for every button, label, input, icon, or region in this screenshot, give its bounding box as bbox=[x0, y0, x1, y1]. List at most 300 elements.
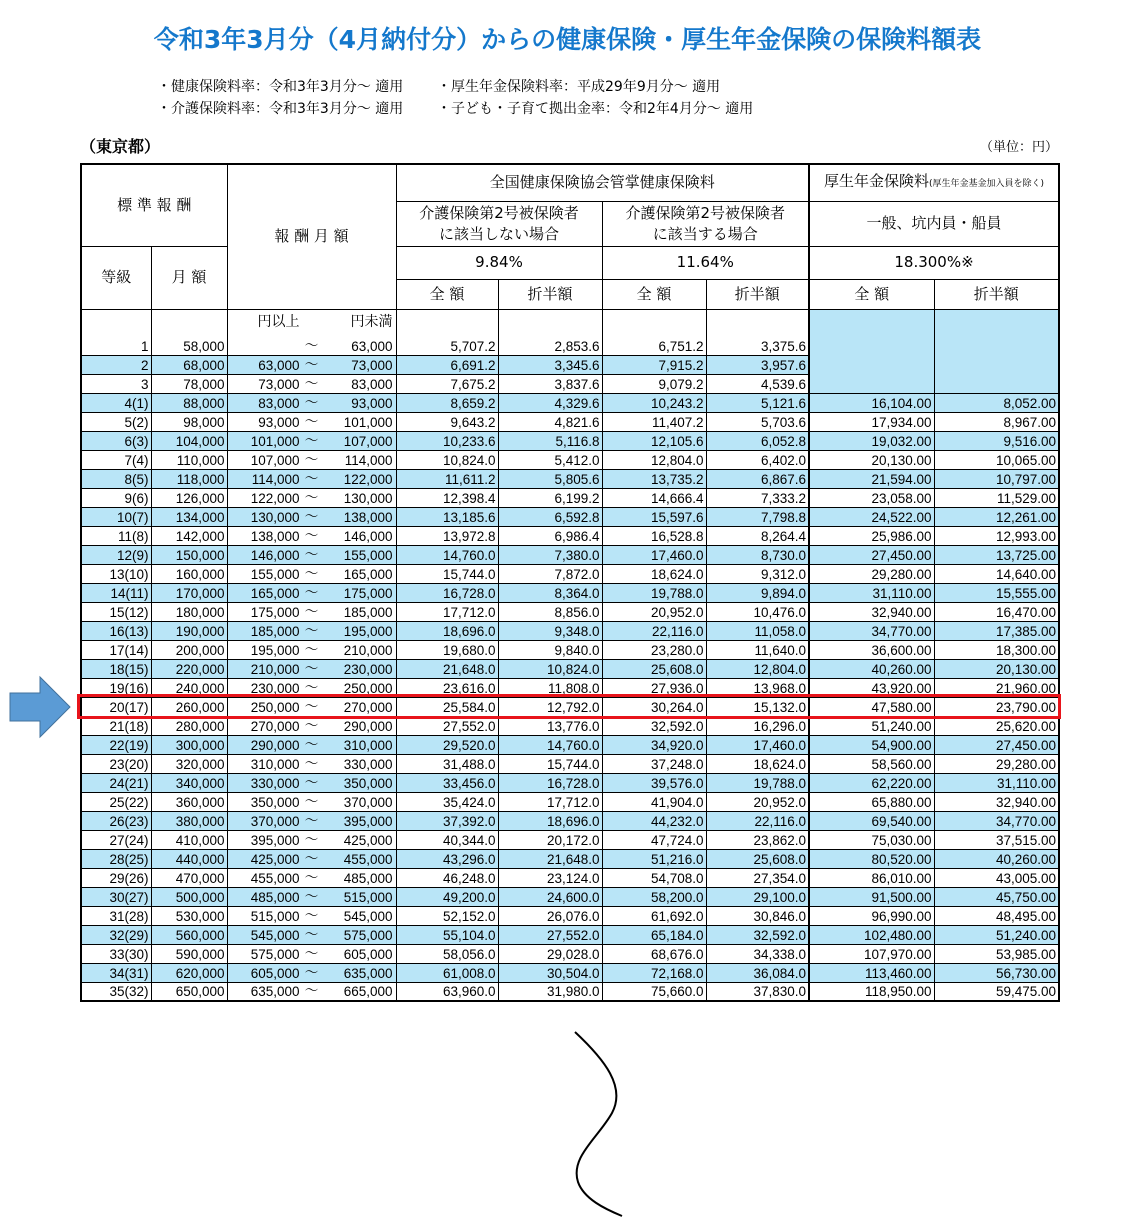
note-pension-rate: ・厚生年金保険料率：平成29年9月分～ 適用 bbox=[437, 79, 721, 95]
pension-half-cell: 37,515.00 bbox=[934, 830, 1059, 849]
health-half-cell: 4,821.6 bbox=[498, 412, 602, 431]
monthly-amount-cell: 150,000 bbox=[151, 545, 227, 564]
range-from-value bbox=[228, 338, 300, 355]
health-full-cell: 9,643.2 bbox=[396, 412, 498, 431]
range-from-value: 545,000 bbox=[250, 927, 300, 943]
not-care-insured-header bbox=[396, 201, 602, 246]
pension-full-cell: 29,280.00 bbox=[809, 564, 934, 583]
table-row bbox=[81, 773, 1059, 792]
monthly-amount-cell: 380,000 bbox=[151, 811, 227, 830]
care-line-2: に該当する場合 bbox=[652, 224, 758, 243]
tilde-icon: ～ bbox=[304, 622, 319, 639]
range-from-value: 395,000 bbox=[250, 832, 300, 848]
range-from-value: 107,000 bbox=[250, 452, 300, 468]
monthly-amount-cell: 500,000 bbox=[151, 887, 227, 906]
health-full-cell: 61,008.0 bbox=[396, 963, 498, 982]
not-care-line-1: 介護保険第2号被保険者 bbox=[419, 203, 579, 222]
grade-cell: 11(8) bbox=[81, 526, 151, 545]
remuneration-range-cell bbox=[227, 868, 396, 887]
range-from-value: 350,000 bbox=[250, 794, 300, 810]
grade-cell: 21(18) bbox=[81, 716, 151, 735]
pension-full-cell: 36,600.00 bbox=[809, 640, 934, 659]
table-header bbox=[81, 164, 1059, 309]
pension-full-cell: 107,970.00 bbox=[809, 944, 934, 963]
range-line bbox=[228, 376, 396, 393]
care-half-cell: 25,608.0 bbox=[706, 849, 809, 868]
range-line bbox=[228, 775, 396, 792]
remuneration-range-cell bbox=[227, 735, 396, 754]
range-to-value: 370,000 bbox=[343, 794, 393, 810]
care-full-cell: 47,724.0 bbox=[602, 830, 706, 849]
monthly-amount-cell: 118,000 bbox=[151, 469, 227, 488]
grade-cell: 22(19) bbox=[81, 735, 151, 754]
pension-header-note: (厚生年金基金加入員を除く) bbox=[929, 178, 1045, 189]
range-line bbox=[228, 718, 396, 735]
note-care-rate: ・介護保険料率：令和3年3月分～ 適用 bbox=[157, 101, 404, 117]
pension-header-label: 厚生年金保険料 bbox=[824, 171, 930, 190]
care-half-cell: 4,539.6 bbox=[706, 374, 809, 393]
table-row bbox=[81, 811, 1059, 830]
tilde-icon: ～ bbox=[304, 584, 319, 601]
health-full-cell: 37,392.0 bbox=[396, 811, 498, 830]
region-label: （東京都） bbox=[80, 137, 161, 156]
care-half-cell: 11,640.0 bbox=[706, 640, 809, 659]
range-to-value: 250,000 bbox=[343, 680, 393, 696]
care-half-cell: 5,703.6 bbox=[706, 412, 809, 431]
care-half-cell: 11,058.0 bbox=[706, 621, 809, 640]
pension-half-cell: 40,260.00 bbox=[934, 849, 1059, 868]
care-half-cell: 23,862.0 bbox=[706, 830, 809, 849]
range-line bbox=[228, 908, 396, 925]
care-full-cell: 13,735.2 bbox=[602, 469, 706, 488]
care-half-cell: 18,624.0 bbox=[706, 754, 809, 773]
monthly-amount-cell: 68,000 bbox=[151, 355, 227, 374]
monthly-amount-cell: 170,000 bbox=[151, 583, 227, 602]
range-line bbox=[228, 756, 396, 773]
pension-full-cell: 51,240.00 bbox=[809, 716, 934, 735]
pension-half-cell: 17,385.00 bbox=[934, 621, 1059, 640]
monthly-amount-cell: 126,000 bbox=[151, 488, 227, 507]
remuneration-range-cell bbox=[227, 545, 396, 564]
care-full-cell: 17,460.0 bbox=[602, 545, 706, 564]
pension-half-cell: 34,770.00 bbox=[934, 811, 1059, 830]
pension-half-cell: 43,005.00 bbox=[934, 868, 1059, 887]
rate-pension: 18.300%※ bbox=[809, 246, 1059, 279]
monthly-amount-cell: 260,000 bbox=[151, 697, 227, 716]
health-full-cell: 63,960.0 bbox=[396, 982, 498, 1001]
table-row bbox=[81, 621, 1059, 640]
care-half-cell: 22,116.0 bbox=[706, 811, 809, 830]
range-to-value: 330,000 bbox=[343, 756, 393, 772]
grade-cell: 18(15) bbox=[81, 659, 151, 678]
health-full-cell: 7,675.2 bbox=[396, 374, 498, 393]
monthly-amount-cell: 220,000 bbox=[151, 659, 227, 678]
care-half-cell: 10,476.0 bbox=[706, 602, 809, 621]
health-half-cell: 29,028.0 bbox=[498, 944, 602, 963]
tilde-icon: ～ bbox=[304, 356, 319, 373]
pension-full-cell: 91,500.00 bbox=[809, 887, 934, 906]
remuneration-range-cell bbox=[227, 906, 396, 925]
grade-cell: 26(23) bbox=[81, 811, 151, 830]
health-full-cell: 12,398.4 bbox=[396, 488, 498, 507]
health-full-cell: 35,424.0 bbox=[396, 792, 498, 811]
monthly-amount-cell: 240,000 bbox=[151, 678, 227, 697]
health-half-cell: 15,744.0 bbox=[498, 754, 602, 773]
remuneration-range-cell bbox=[227, 944, 396, 963]
tilde-icon: ～ bbox=[304, 717, 319, 734]
remuneration-range-cell bbox=[227, 754, 396, 773]
care-half-cell: 7,333.2 bbox=[706, 488, 809, 507]
monthly-amount-cell: 300,000 bbox=[151, 735, 227, 754]
monthly-amount-cell: 320,000 bbox=[151, 754, 227, 773]
care-full-cell: 12,105.6 bbox=[602, 431, 706, 450]
range-to-value: 93,000 bbox=[351, 395, 393, 411]
range-to-value: 63,000 bbox=[351, 338, 393, 354]
pension-full-cell: 75,030.00 bbox=[809, 830, 934, 849]
pension-full-cell: 54,900.00 bbox=[809, 735, 934, 754]
tilde-icon: ～ bbox=[304, 603, 319, 620]
pension-half-cell: 11,529.00 bbox=[934, 488, 1059, 507]
tilde-icon: ～ bbox=[304, 470, 319, 487]
table-row bbox=[81, 792, 1059, 811]
health-half-cell: 16,728.0 bbox=[498, 773, 602, 792]
health-full-cell: 40,344.0 bbox=[396, 830, 498, 849]
remuneration-range-cell bbox=[227, 526, 396, 545]
table-row bbox=[81, 469, 1059, 488]
care-half-cell: 37,830.0 bbox=[706, 982, 809, 1001]
omission-wave-icon bbox=[560, 1025, 640, 1225]
monthly-amount-cell: 134,000 bbox=[151, 507, 227, 526]
care-full-cell: 75,660.0 bbox=[602, 982, 706, 1001]
care-full-header: 全 額 bbox=[602, 279, 706, 309]
range-line bbox=[228, 983, 396, 1000]
care-half-cell: 32,592.0 bbox=[706, 925, 809, 944]
range-line bbox=[228, 832, 396, 849]
remuneration-range-cell bbox=[227, 982, 396, 1001]
health-half-cell: 23,124.0 bbox=[498, 868, 602, 887]
range-to-value: 195,000 bbox=[343, 623, 393, 639]
range-from-value: 330,000 bbox=[250, 775, 300, 791]
care-full-cell: 9,079.2 bbox=[602, 374, 706, 393]
range-line bbox=[228, 357, 396, 374]
care-half-cell: 6,052.8 bbox=[706, 431, 809, 450]
range-from-value: 146,000 bbox=[250, 547, 300, 563]
health-half-cell: 3,837.6 bbox=[498, 374, 602, 393]
grade-cell: 1 bbox=[81, 309, 151, 355]
range-to-value: 605,000 bbox=[343, 946, 393, 962]
pension-half-cell: 20,130.00 bbox=[934, 659, 1059, 678]
tilde-icon: ～ bbox=[304, 451, 319, 468]
tilde-icon: ～ bbox=[304, 394, 319, 411]
care-full-cell: 11,407.2 bbox=[602, 412, 706, 431]
range-to-value: 425,000 bbox=[343, 832, 393, 848]
health-half-cell: 20,172.0 bbox=[498, 830, 602, 849]
care-full-cell: 22,116.0 bbox=[602, 621, 706, 640]
care-half-cell: 3,375.6 bbox=[706, 309, 809, 355]
health-half-cell: 14,760.0 bbox=[498, 735, 602, 754]
pension-half-cell: 8,967.00 bbox=[934, 412, 1059, 431]
health-half-cell: 5,805.6 bbox=[498, 469, 602, 488]
remuneration-range-cell bbox=[227, 412, 396, 431]
tilde-icon: ～ bbox=[304, 964, 319, 981]
care-full-cell: 44,232.0 bbox=[602, 811, 706, 830]
care-full-cell: 37,248.0 bbox=[602, 754, 706, 773]
pension-half-cell: 32,940.00 bbox=[934, 792, 1059, 811]
remuneration-range-cell bbox=[227, 963, 396, 982]
highlight-box bbox=[77, 694, 1061, 719]
range-from-value: 455,000 bbox=[250, 870, 300, 886]
health-half-cell: 7,380.0 bbox=[498, 545, 602, 564]
rate-care: 11.64% bbox=[602, 246, 809, 279]
premium-table bbox=[80, 163, 1060, 1002]
tilde-icon: ～ bbox=[304, 907, 319, 924]
monthly-amount-cell: 190,000 bbox=[151, 621, 227, 640]
health-full-cell: 19,680.0 bbox=[396, 640, 498, 659]
pension-full-cell: 65,880.00 bbox=[809, 792, 934, 811]
table-row bbox=[81, 754, 1059, 773]
grade-cell: 16(13) bbox=[81, 621, 151, 640]
range-line bbox=[228, 528, 396, 545]
range-from-value: 310,000 bbox=[250, 756, 300, 772]
range-from-value: 114,000 bbox=[251, 471, 300, 487]
tilde-icon: ～ bbox=[304, 983, 319, 999]
pension-full-empty-cell bbox=[809, 309, 934, 393]
range-from-value: 605,000 bbox=[250, 965, 300, 981]
pension-full-cell: 86,010.00 bbox=[809, 868, 934, 887]
table-row bbox=[81, 507, 1059, 526]
grade-header: 等級 bbox=[81, 246, 151, 309]
care-full-cell: 16,528.8 bbox=[602, 526, 706, 545]
pension-half-cell: 59,475.00 bbox=[934, 982, 1059, 1001]
table-row bbox=[81, 526, 1059, 545]
health-half-cell: 6,592.8 bbox=[498, 507, 602, 526]
pension-full-cell: 58,560.00 bbox=[809, 754, 934, 773]
range-to-value: 350,000 bbox=[343, 775, 393, 791]
care-half-cell: 16,296.0 bbox=[706, 716, 809, 735]
grade-cell: 24(21) bbox=[81, 773, 151, 792]
monthly-amount-cell: 440,000 bbox=[151, 849, 227, 868]
care-half-cell: 9,312.0 bbox=[706, 564, 809, 583]
range-to-value: 130,000 bbox=[343, 490, 393, 506]
range-to-value: 73,000 bbox=[351, 357, 393, 373]
grade-cell: 5(2) bbox=[81, 412, 151, 431]
care-half-cell: 3,957.6 bbox=[706, 355, 809, 374]
care-full-cell: 14,666.4 bbox=[602, 488, 706, 507]
grade-cell: 32(29) bbox=[81, 925, 151, 944]
care-half-cell: 36,084.0 bbox=[706, 963, 809, 982]
remuneration-range-cell bbox=[227, 564, 396, 583]
pension-full-cell: 62,220.00 bbox=[809, 773, 934, 792]
care-full-cell: 25,608.0 bbox=[602, 659, 706, 678]
pension-full-cell: 32,940.00 bbox=[809, 602, 934, 621]
pension-half-cell: 56,730.00 bbox=[934, 963, 1059, 982]
pension-half-cell: 31,110.00 bbox=[934, 773, 1059, 792]
health-full-cell: 16,728.0 bbox=[396, 583, 498, 602]
health-half-cell: 27,552.0 bbox=[498, 925, 602, 944]
tilde-icon: ～ bbox=[304, 831, 319, 848]
grade-cell: 4(1) bbox=[81, 393, 151, 412]
range-line bbox=[228, 946, 396, 963]
range-from-value: 175,000 bbox=[250, 604, 300, 620]
table-row bbox=[81, 925, 1059, 944]
health-full-cell: 18,696.0 bbox=[396, 621, 498, 640]
pension-half-cell: 21,960.00 bbox=[934, 678, 1059, 697]
tilde-icon: ～ bbox=[304, 698, 319, 715]
range-line bbox=[228, 642, 396, 659]
health-full-cell: 8,659.2 bbox=[396, 393, 498, 412]
care-full-cell: 19,788.0 bbox=[602, 583, 706, 602]
pension-full-cell: 102,480.00 bbox=[809, 925, 934, 944]
range-line bbox=[228, 452, 396, 469]
grade-cell: 7(4) bbox=[81, 450, 151, 469]
monthly-amount-cell: 98,000 bbox=[151, 412, 227, 431]
range-line bbox=[228, 395, 396, 412]
pension-full-cell: 43,920.00 bbox=[809, 678, 934, 697]
monthly-amount-cell: 590,000 bbox=[151, 944, 227, 963]
pension-half-cell: 23,790.00 bbox=[934, 697, 1059, 716]
pension-half-cell: 14,640.00 bbox=[934, 564, 1059, 583]
care-full-cell: 32,592.0 bbox=[602, 716, 706, 735]
monthly-amount-cell: 340,000 bbox=[151, 773, 227, 792]
grade-cell: 29(26) bbox=[81, 868, 151, 887]
health-full-cell: 49,200.0 bbox=[396, 887, 498, 906]
monthly-amount-cell: 160,000 bbox=[151, 564, 227, 583]
care-half-cell: 20,952.0 bbox=[706, 792, 809, 811]
health-full-cell: 27,552.0 bbox=[396, 716, 498, 735]
health-full-cell: 31,488.0 bbox=[396, 754, 498, 773]
pension-half-cell: 48,495.00 bbox=[934, 906, 1059, 925]
health-half-cell: 8,856.0 bbox=[498, 602, 602, 621]
pension-half-cell: 9,516.00 bbox=[934, 431, 1059, 450]
care-half-cell: 7,798.8 bbox=[706, 507, 809, 526]
range-to-value: 515,000 bbox=[343, 889, 393, 905]
range-to-value: 310,000 bbox=[343, 737, 393, 753]
range-to-value: 485,000 bbox=[343, 870, 393, 886]
grade-cell: 3 bbox=[81, 374, 151, 393]
table-row bbox=[81, 849, 1059, 868]
care-full-cell: 65,184.0 bbox=[602, 925, 706, 944]
health-half-cell: 8,364.0 bbox=[498, 583, 602, 602]
pension-half-empty-cell bbox=[934, 309, 1059, 393]
health-half-cell: 11,808.0 bbox=[498, 678, 602, 697]
health-half-cell: 4,329.6 bbox=[498, 393, 602, 412]
table-row bbox=[81, 659, 1059, 678]
remuneration-range-cell bbox=[227, 431, 396, 450]
care-half-cell: 6,867.6 bbox=[706, 469, 809, 488]
not-care-line-2: に該当しない場合 bbox=[438, 224, 559, 243]
range-line bbox=[228, 490, 396, 507]
care-half-cell: 17,460.0 bbox=[706, 735, 809, 754]
range-unit-labels bbox=[228, 313, 396, 331]
range-from-value: 575,000 bbox=[250, 946, 300, 962]
table-row bbox=[81, 602, 1059, 621]
range-from-value: 210,000 bbox=[250, 661, 300, 677]
grade-cell: 31(28) bbox=[81, 906, 151, 925]
monthly-amount-cell: 110,000 bbox=[151, 450, 227, 469]
range-to-label: 円未満 bbox=[350, 313, 393, 330]
range-line bbox=[228, 965, 396, 982]
range-from-value: 425,000 bbox=[250, 851, 300, 867]
range-line bbox=[228, 661, 396, 678]
range-from-value: 101,000 bbox=[250, 433, 300, 449]
care-half-cell: 5,121.6 bbox=[706, 393, 809, 412]
range-to-value: 138,000 bbox=[343, 509, 393, 525]
health-full-cell: 17,712.0 bbox=[396, 602, 498, 621]
pension-half-cell: 13,725.00 bbox=[934, 545, 1059, 564]
health-half-cell: 21,648.0 bbox=[498, 849, 602, 868]
pension-full-cell: 17,934.00 bbox=[809, 412, 934, 431]
range-line bbox=[228, 471, 396, 488]
pension-full-cell: 24,522.00 bbox=[809, 507, 934, 526]
pension-half-cell: 25,620.00 bbox=[934, 716, 1059, 735]
grade-cell: 27(24) bbox=[81, 830, 151, 849]
monthly-amount-cell: 200,000 bbox=[151, 640, 227, 659]
range-line bbox=[228, 870, 396, 887]
care-full-cell: 6,751.2 bbox=[602, 309, 706, 355]
grade-cell: 10(7) bbox=[81, 507, 151, 526]
range-line bbox=[228, 851, 396, 868]
health-full-cell: 33,456.0 bbox=[396, 773, 498, 792]
range-to-value: 175,000 bbox=[343, 585, 393, 601]
range-to-value: 455,000 bbox=[343, 851, 393, 867]
pension-half-cell: 15,555.00 bbox=[934, 583, 1059, 602]
page-title: 令和3年3月分（4月納付分）からの健康保険・厚生年金保険の保険料額表 bbox=[153, 25, 982, 54]
remuneration-range-cell bbox=[227, 887, 396, 906]
remuneration-range-cell bbox=[227, 621, 396, 640]
range-from-value: 485,000 bbox=[250, 889, 300, 905]
range-to-value: 575,000 bbox=[343, 927, 393, 943]
health-half-cell: 5,116.8 bbox=[498, 431, 602, 450]
range-from-value: 515,000 bbox=[250, 908, 300, 924]
range-from-value: 63,000 bbox=[258, 357, 300, 373]
pension-half-cell: 18,300.00 bbox=[934, 640, 1059, 659]
range-from-value: 130,000 bbox=[250, 509, 300, 525]
table-row bbox=[81, 830, 1059, 849]
care-half-cell: 29,100.0 bbox=[706, 887, 809, 906]
pension-half-cell: 8,052.00 bbox=[934, 393, 1059, 412]
remuneration-range-cell bbox=[227, 393, 396, 412]
range-to-value: 230,000 bbox=[343, 661, 393, 677]
range-from-value: 230,000 bbox=[250, 680, 300, 696]
grade-cell: 6(3) bbox=[81, 431, 151, 450]
tilde-icon: ～ bbox=[304, 888, 319, 905]
range-line bbox=[228, 794, 396, 811]
remuneration-range-cell bbox=[227, 830, 396, 849]
range-from-value: 370,000 bbox=[250, 813, 300, 829]
tilde-icon: ～ bbox=[304, 413, 319, 430]
health-full-cell: 21,648.0 bbox=[396, 659, 498, 678]
monthly-amount-cell: 280,000 bbox=[151, 716, 227, 735]
health-half-cell: 30,504.0 bbox=[498, 963, 602, 982]
health-half-cell: 26,076.0 bbox=[498, 906, 602, 925]
monthly-amount-cell: 58,000 bbox=[151, 309, 227, 355]
header-row-1 bbox=[81, 164, 1059, 201]
tilde-icon: ～ bbox=[304, 337, 319, 354]
health-half-cell: 9,348.0 bbox=[498, 621, 602, 640]
remuneration-range-cell bbox=[227, 773, 396, 792]
monthly-amount-cell: 360,000 bbox=[151, 792, 227, 811]
grade-cell: 33(30) bbox=[81, 944, 151, 963]
care-half-cell: 12,804.0 bbox=[706, 659, 809, 678]
range-line bbox=[228, 338, 396, 355]
range-from-value: 270,000 bbox=[250, 718, 300, 734]
health-half-cell: 6,986.4 bbox=[498, 526, 602, 545]
pension-full-cell: 20,130.00 bbox=[809, 450, 934, 469]
range-line bbox=[228, 604, 396, 621]
care-half-cell: 8,730.0 bbox=[706, 545, 809, 564]
remuneration-range-cell bbox=[227, 640, 396, 659]
table-row bbox=[81, 564, 1059, 583]
